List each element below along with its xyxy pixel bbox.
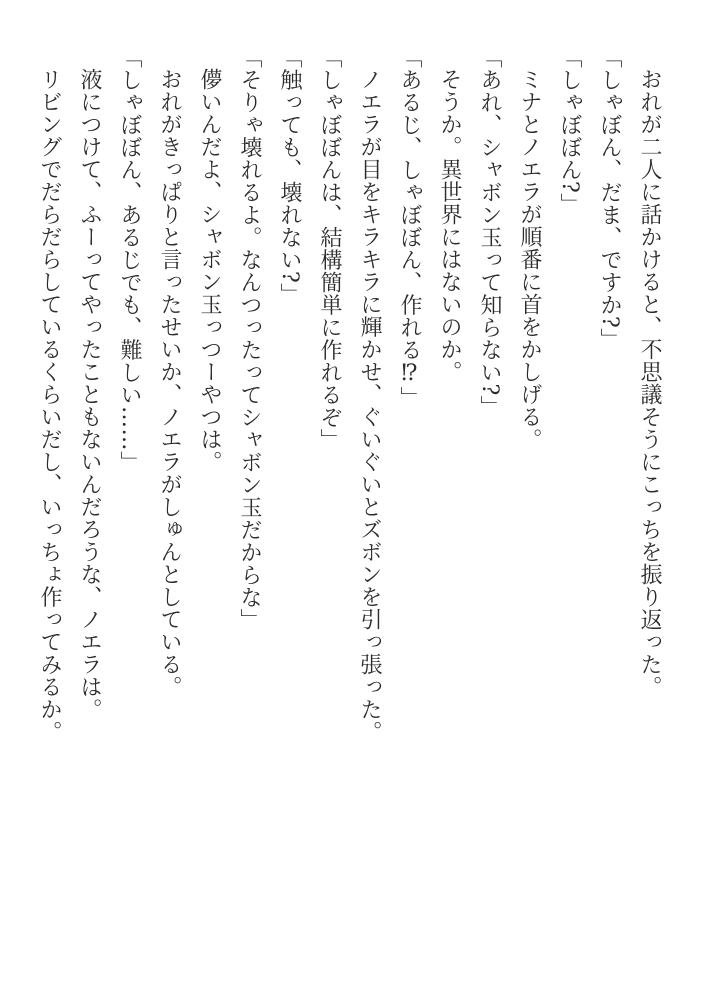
paragraph-narration-2: ミナとノエラが順番に首をかしげる。 <box>517 68 542 451</box>
paragraph-dialogue-8: 「しゃぼぼん、あるじでも、難しい……」 <box>117 46 142 474</box>
text-block <box>29 46 669 960</box>
paragraph-dialogue-6: 「触っても、壊れない?」 <box>277 46 302 306</box>
paragraph-dialogue-2: 「しゃぼぼん?」 <box>557 46 582 216</box>
paragraph-narration-4: ノエラが目をキラキラに輝かせ、ぐいぐいとズボンを引っ張った。 <box>357 68 382 743</box>
paragraph-dialogue-7: 「そりゃ壊れるよ。なんつったってシャボン玉だからな」 <box>237 46 262 631</box>
paragraph-narration-1: おれが二人に話かけると、不思議そうにこっちを振り返った。 <box>637 68 662 698</box>
paragraph-narration-6: おれがきっぱりと言ったせいか、ノエラがしゅんとしている。 <box>157 68 182 698</box>
paragraph-dialogue-5: 「しゃぼぼんは、結構簡単に作れるぞ」 <box>317 46 342 451</box>
paragraph-dialogue-3: 「あれ、シャボン玉って知らない?」 <box>477 46 502 419</box>
paragraph-narration-8: リビングでだらだらしているくらいだし、いっちょ作ってみるか。 <box>37 68 62 743</box>
paragraph-dialogue-1: 「しゃぼん、だま、ですか?」 <box>597 46 622 351</box>
paragraph-narration-5: 儚いんだよ、シャボン玉っつーやつは。 <box>197 68 222 473</box>
paragraph-narration-7: 液につけて、ふーってやったこともないんだろうな、ノエラは。 <box>77 68 102 721</box>
paragraph-narration-3: そうか。異世界にはないのか。 <box>437 68 462 383</box>
paragraph-dialogue-4: 「あるじ、しゃぼぼん、作れる⁉」 <box>397 46 422 409</box>
